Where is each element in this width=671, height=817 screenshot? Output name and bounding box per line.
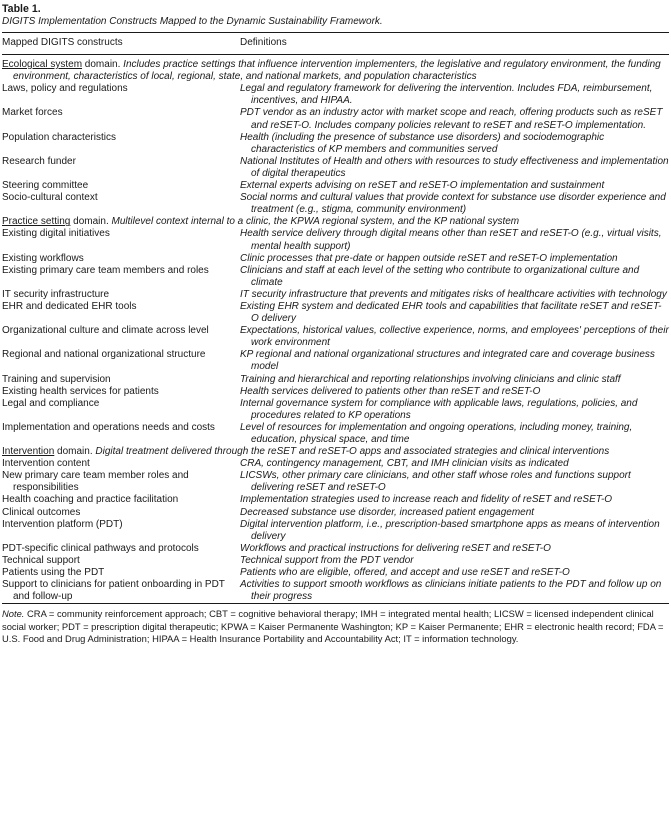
construct-cell: Organizational culture and climate across level: [2, 325, 209, 337]
construct-cell: Support to clinicians for patient onboarding in PDT and follow-up: [2, 579, 225, 603]
definition-cell: Legal and regulatory framework for delivering the intervention. Includes FDA, reimbursement, incentives, and HIPAA.: [240, 83, 653, 107]
table-row: [2, 132, 669, 156]
domain-name: Ecological system: [2, 59, 83, 71]
definition-cell: Health service delivery through digital means other than reSET and reSET-O (e.g., virtual visits, mental health support): [240, 228, 662, 252]
table-row: [2, 228, 669, 252]
definition-cell: Patients who are eligible, offered, and accept and use reSET and reSET-O: [240, 567, 570, 579]
definition-cell: External experts advising on reSET and reSET-O implementation and sustainment: [240, 180, 605, 192]
table-label: Table 1.: [2, 3, 41, 15]
domain-name: Intervention: [2, 446, 55, 458]
definition-cell: Clinic processes that pre-date or happen outside reSET and reSET-O implementation: [240, 252, 618, 264]
table-row: [2, 265, 669, 289]
definition-cell: Health services delivered to patients other than reSET and reSET-O: [240, 385, 541, 397]
table-row: [2, 567, 669, 579]
table-row: [2, 107, 669, 131]
domain-name: Practice setting: [2, 216, 71, 228]
definition-cell: Workflows and practical instructions for delivering reSET and reSET-O: [240, 542, 551, 554]
table-header: [2, 33, 669, 54]
definition-cell: Activities to support smooth workflows as clinicians initiate patients to the PDT and follow up on their progress: [240, 579, 662, 603]
table-row: [2, 422, 669, 446]
domain-suffix: domain.: [82, 59, 121, 71]
definition-cell: Internal governance system for compliance with applicable laws, regulations, policies, and procedures related to KP operations: [240, 397, 638, 421]
table-row: [2, 458, 669, 470]
header-definitions: Definitions: [240, 37, 287, 48]
table-row: [2, 519, 669, 543]
construct-cell: EHR and dedicated EHR tools: [2, 300, 137, 312]
domain-row: [2, 59, 669, 83]
domain-description: Digital treatment delivered through the reSET and reSET-O apps and associated strategies and clinical interventions: [92, 446, 610, 458]
table-row: [2, 494, 669, 506]
table-row: [2, 374, 669, 386]
table-row: [2, 507, 669, 519]
table-row: [2, 386, 669, 398]
note-text: CRA = community reinforcement approach; CBT = cognitive behavioral therapy; IMH = integrated mental health; LICSW = licensed independent clinical social worker; PDT = prescription digital therapeutic; KPWA = Kaiser Permanente Washington; KP = Kaiser Permanente; EHR = electronic health record; FDA = U.S. Food and Drug Administration; HIPAA = Health Insurance Portability and Accountability Act; IT = information technology.: [2, 608, 664, 645]
construct-cell: Regional and national organizational structure: [2, 349, 206, 361]
table-row: [2, 253, 669, 265]
construct-cell: Implementation and operations needs and costs: [2, 421, 215, 433]
definition-cell: KP regional and national organizational structures and integrated care and coverage business model: [240, 349, 655, 373]
construct-cell: Intervention platform (PDT): [2, 518, 123, 530]
definition-cell: LICSWs, other primary care clinicians, and other staff whose roles and functions support delivering reSET and reSET-O: [240, 470, 631, 494]
definition-cell: Social norms and cultural values that provide context for substance use disorder experience and treatment (e.g., stigma, community environment): [240, 192, 666, 216]
domain-row: [2, 446, 669, 458]
header-constructs: Mapped DIGITS constructs: [2, 37, 123, 48]
construct-cell: PDT-specific clinical pathways and protocols: [2, 542, 199, 554]
definition-cell: Decreased substance use disorder, increased patient engagement: [240, 506, 535, 518]
table-row: [2, 470, 669, 494]
definition-cell: Clinicians and staff at each level of the setting who contribute to organizational culture and climate: [240, 264, 640, 288]
domain-suffix: domain.: [54, 446, 93, 458]
construct-cell: Patients using the PDT: [2, 567, 105, 579]
table-row: [2, 289, 669, 301]
construct-cell: Existing digital initiatives: [2, 228, 110, 240]
definition-cell: CRA, contingency management, CBT, and IMH clinician visits as indicated: [240, 458, 569, 470]
table-row: [2, 83, 669, 107]
table-row: [2, 349, 669, 373]
construct-cell: Training and supervision: [2, 373, 111, 385]
table-row: [2, 156, 669, 180]
definition-cell: Digital intervention platform, i.e., prescription-based smartphone apps as means of intervention delivery: [240, 518, 660, 542]
table-row: [2, 555, 669, 567]
construct-cell: Population characteristics: [2, 131, 116, 143]
definition-cell: Technical support from the PDT vendor: [240, 554, 414, 566]
construct-cell: Market forces: [2, 107, 63, 119]
definition-cell: IT security infrastructure that prevents and mitigates risks of healthcare activities with technology: [240, 288, 667, 300]
note-label: Note.: [2, 608, 25, 620]
construct-cell: Research funder: [2, 155, 76, 167]
table-row: [2, 325, 669, 349]
construct-cell: New primary care team member roles and responsibilities: [2, 470, 189, 494]
construct-cell: Existing primary care team members and roles: [2, 264, 209, 276]
table-row: [2, 398, 669, 422]
definition-cell: Health (including the presence of substance use disorders) and sociodemographic characteristics of KP members and communities served: [240, 131, 605, 155]
table-row: [2, 180, 669, 192]
table-note: [2, 604, 669, 645]
construct-cell: Technical support: [2, 554, 80, 566]
definition-cell: Implementation strategies used to increase reach and fidelity of reSET and reSET-O: [240, 494, 613, 506]
definition-cell: PDT vendor as an industry actor with market scope and reach, offering products such as reSET and reSET-O. Includes company policies relevant to reSET and reSET-O implementation.: [240, 107, 663, 131]
domain-suffix: domain.: [70, 216, 109, 228]
construct-cell: Legal and compliance: [2, 397, 100, 409]
domain-description: Includes practice settings that influence intervention implementers, the legislative and regulatory environment, the funding environment, characteristics of local, regional, state, and national markets, and population characteristics: [13, 59, 661, 83]
domain-description: Multilevel context internal to a clinic, the KPWA regional system, and the KP national system: [108, 216, 520, 228]
definition-cell: Level of resources for implementation and ongoing operations, including money, training, education, physical space, and time: [240, 421, 633, 445]
definition-cell: Expectations, historical values, collective experience, norms, and employees' perceptions of their work environment: [240, 325, 669, 349]
construct-cell: Existing workflows: [2, 252, 84, 264]
table-row: [2, 192, 669, 216]
table-row: [2, 301, 669, 325]
definition-cell: Training and hierarchical and reporting relationships involving clinicians and clinic staff: [240, 373, 621, 385]
construct-cell: Steering committee: [2, 180, 89, 192]
table-caption: DIGITS Implementation Constructs Mapped to the Dynamic Sustainability Framework.: [2, 16, 383, 27]
construct-cell: IT security infrastructure: [2, 288, 110, 300]
construct-cell: Socio-cultural context: [2, 192, 98, 204]
construct-cell: Laws, policy and regulations: [2, 83, 128, 95]
construct-cell: Intervention content: [2, 458, 90, 470]
construct-cell: Existing health services for patients: [2, 385, 159, 397]
table-body: [2, 55, 669, 603]
construct-cell: Clinical outcomes: [2, 506, 81, 518]
definition-cell: National Institutes of Health and others with resources to study effectiveness and implementation of digital therapeutics: [240, 155, 669, 179]
table-row: [2, 543, 669, 555]
construct-cell: Health coaching and practice facilitation: [2, 494, 179, 506]
domain-row: [2, 216, 669, 228]
table-row: [2, 579, 669, 603]
definition-cell: Existing EHR system and dedicated EHR tools and capabilities that facilitate reSET and reSET-O delivery: [240, 300, 662, 325]
